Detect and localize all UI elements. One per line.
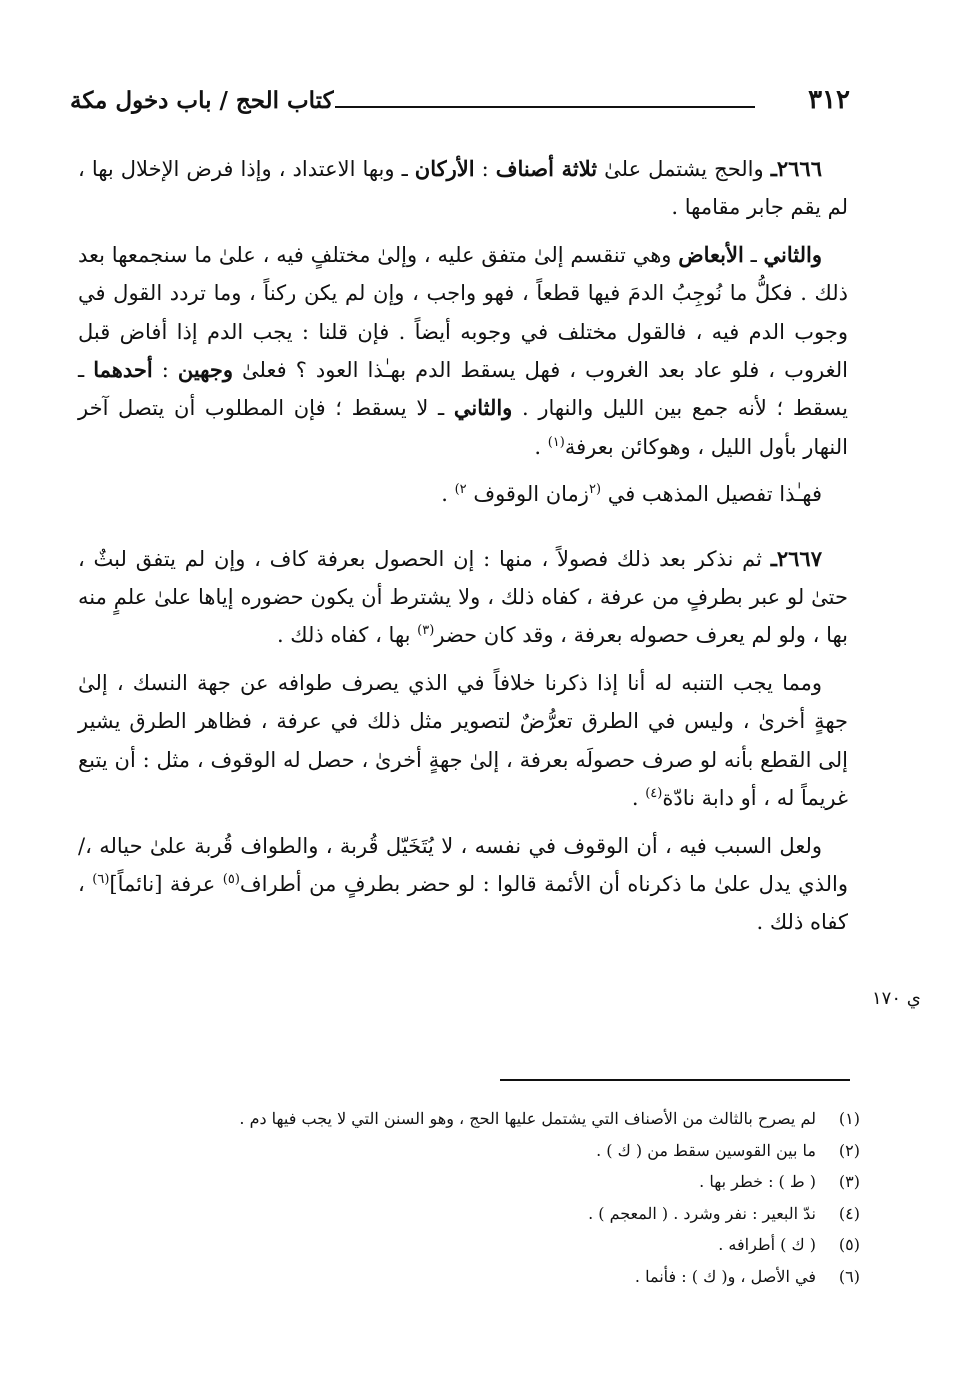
footnote-ref-3: (٣) [417, 623, 435, 639]
text-run: : [152, 358, 178, 383]
bold-term: وجهين [177, 357, 233, 383]
footnote-text: في الأصل ، و( ك ) : فأنما . [634, 1266, 816, 1286]
text-run: ـ وبها الاعتداد ، وإذا فرض الإخلال بها ، لم يقم جابر مقامها . [78, 157, 848, 220]
paragraph-number: ٢٦٦٧ـ [770, 545, 822, 571]
bold-term: أحدهما [93, 357, 153, 383]
bold-term: والثاني [453, 395, 513, 421]
paragraph-tanabbuh [78, 664, 848, 818]
text-run: وهي تنقسم إلىٰ متفق عليه ، وإلىٰ مختلفٍ فيه ، علىٰ ما سنجمعها بعد ذلك . فكلُّ ما نُوجِبُ الدمَ فيها قطعاً ، فهو واجب ، وإن لم يكن ركناً ، وما تردد القول في وجوب الدم فيه ، فالقول مختلف في وجوبه أيضاً . فإن قلنا : يجب الدم إذا أفاض قبل الغروب ، فلو عاد بعد الغروب ، فهل يسقط الدم بهـٰذا العود ؟ فعلىٰ [78, 242, 848, 383]
footnote-item [100, 1229, 860, 1261]
running-title: كتاب الحج / باب دخول مكة [70, 87, 334, 114]
footnote-number: (٣) [838, 1172, 860, 1191]
paragraph-sabab [78, 827, 848, 942]
text-run: . [441, 482, 455, 507]
text-run: ولعل السبب فيه ، أن الوقوف في نفسه ، لا يُتَخَيّل قُربة ، والطواف قُربة علىٰ حياله ،/ والذي يدل علىٰ ما ذكرناه أن الأئمة قالوا : لو حضر بطرفٍ من أطراف [78, 833, 849, 896]
footnote-text: ندّ البعير : نفر وشرد . ( المعجم ) . [588, 1203, 816, 1223]
footnote-number: (٦) [838, 1266, 860, 1286]
footnote-ref-5: (٥) [222, 871, 240, 887]
text-run: : [474, 157, 496, 181]
paragraph-abaad [78, 236, 848, 466]
footnote-number: (١) [838, 1109, 860, 1128]
footnote-text: ( ط ) : خطر بها . [699, 1172, 816, 1191]
bold-term: والثاني [763, 241, 822, 267]
footnote-ref-2-close: ٢) [454, 482, 467, 498]
paragraph-2667 [78, 540, 848, 655]
footnote-item [100, 1103, 860, 1135]
text-run: . [534, 434, 548, 459]
manuscript-margin-note: ي ١٧٠ [872, 988, 921, 1009]
text-run: عرفة [نائماً] [109, 871, 223, 896]
bold-term: ثلاثة أصناف [495, 156, 598, 181]
paragraph-number: ٢٦٦٦ـ [770, 156, 822, 181]
footnote-item [100, 1198, 860, 1230]
footnote-ref-2-open: (٢ [588, 482, 602, 498]
footnote-number: (٤) [838, 1203, 860, 1223]
footnote-text: لم يصرح بالثالث من الأصناف التي يشتمل عليها الحج ، وهو السنن التي لا يجب فيها دم . [239, 1109, 816, 1128]
footnote-text: ما بين القوسين سقط من ( ك ) . [596, 1140, 816, 1160]
footnote-item [100, 1261, 860, 1293]
text-run: ومما يجب التنبه له أنا إذا ذكرنا خلافاً في الذي يصرف طوافه عن جهة النسك ، إلىٰ جهةٍ أخرىٰ ، وليس في الطرق تعرُّضٌ لتصوير مثل ذلك في عرفة ، فظاهر الطرق يشير إلى القطع بأنه لو صرف حصولَه بعرفة ، إلىٰ جهةٍ أخرىٰ ، حصل له الوقوف ، مثل : أن يتبع غريماً له ، أو دابة نادّة [78, 670, 848, 811]
text-run: ، كفاه ذلك . [78, 871, 848, 935]
text-run: فهـٰذا تفصيل المذهب في [601, 482, 822, 507]
footnote-item [100, 1166, 860, 1198]
footnote-number: (٥) [838, 1235, 860, 1254]
footnote-number: (٢) [838, 1140, 860, 1160]
text-run: ثم نذكر بعد ذلك فصولاً ، منها : إن الحصول بعرفة كاف ، وإن لم يتفق لبثٌ ، حتىٰ لو عبر بطرفٍ من عرفة ، كفاه ذلك ، ولا يشترط أن يكون حضوره إياها علىٰ علمٍ منه بها ، ولو لم يعرف حصوله بعرفة ، وقد كان حضر [78, 546, 848, 648]
text-run: زمان الوقوف [466, 482, 589, 507]
text-run: والحج يشتمل علىٰ [597, 157, 771, 181]
text-run: ـ يسقط ؛ لأنه جمع بين الليل والنهار . [78, 358, 848, 421]
footnote-text: ( ك ) أطرافه . [718, 1235, 816, 1254]
page-header [70, 84, 850, 124]
paragraph-summary [78, 475, 848, 513]
text-run: بها ، كفاه ذلك . [276, 623, 418, 648]
bold-term: الأبعاض [678, 241, 744, 267]
page-number: ٣١٢ [808, 85, 850, 115]
footnote-item [100, 1135, 860, 1167]
footnotes [100, 1103, 860, 1292]
main-text [78, 150, 848, 951]
footnote-ref-1: (١) [547, 434, 565, 450]
text-run: ـ [743, 242, 764, 267]
text-run: ـ لا يسقط ؛ فإن المطلوب أن يتصل آخر النهار بأول الليل ، وهوكائن بعرفة [78, 396, 848, 459]
text-run: . [631, 786, 646, 811]
bold-term: الأركان [414, 156, 475, 181]
header-rule [335, 106, 755, 108]
footnote-ref-4: (٤) [645, 786, 663, 802]
paragraph-2666 [78, 150, 848, 227]
footnote-ref-6: (٦) [92, 871, 110, 887]
footnote-separator [500, 1079, 850, 1081]
